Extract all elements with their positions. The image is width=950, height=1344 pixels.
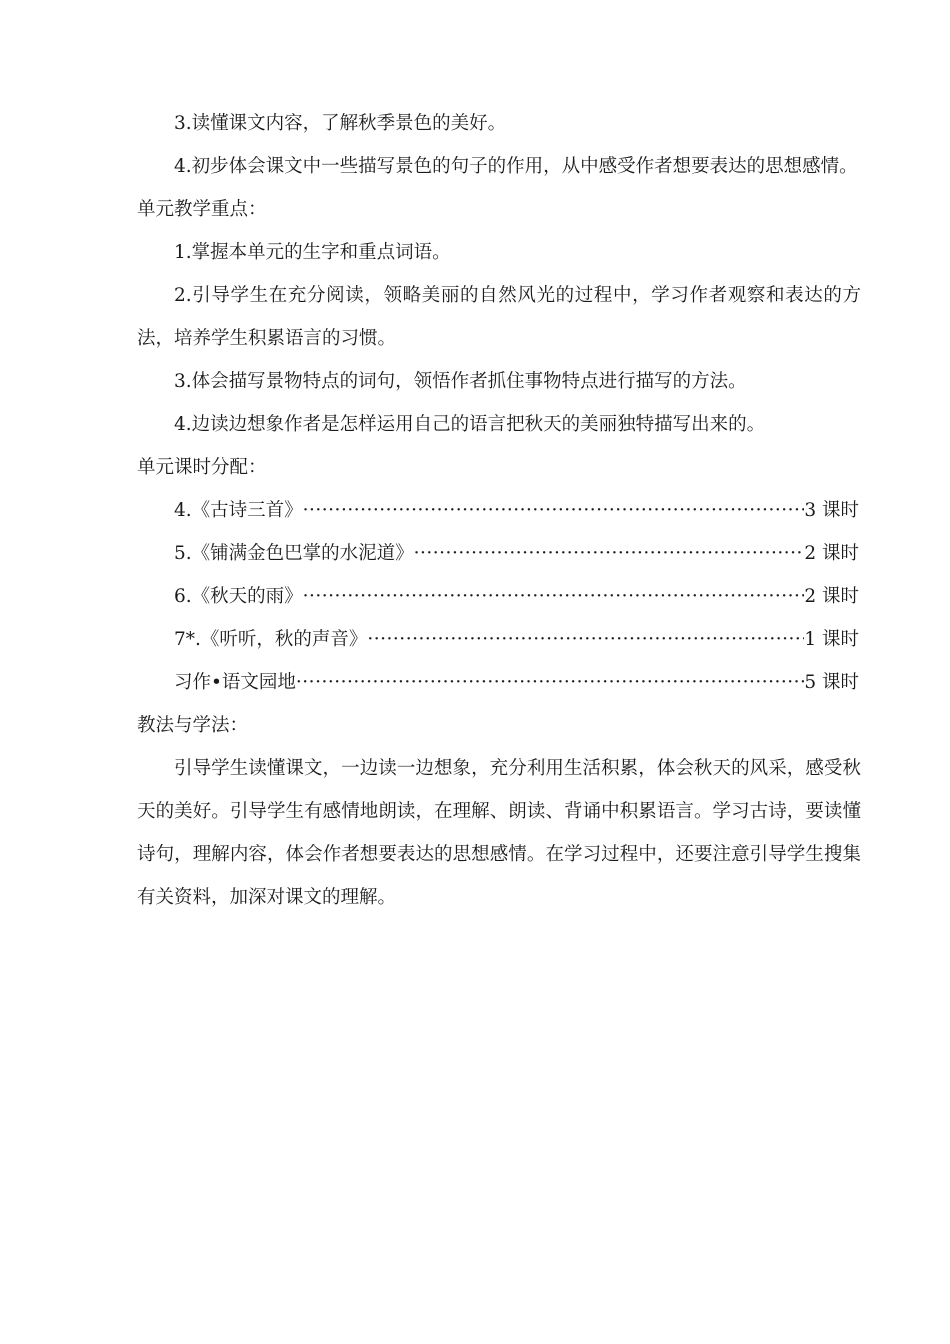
schedule-row	[137, 575, 859, 618]
focus-item-1: 1.掌握本单元的生字和重点词语。	[174, 242, 451, 263]
schedule-lesson-title: 4.《古诗三首》	[174, 500, 303, 521]
document-body	[137, 102, 861, 919]
focus-item-4: 4.边读边想象作者是怎样运用自己的语言把秋天的美丽独特描写出来的。	[174, 414, 766, 435]
schedule-row	[137, 661, 859, 704]
focus-heading: 单元教学重点：	[137, 199, 267, 220]
schedule-row	[137, 618, 859, 661]
goal-item-3: 3.读懂课文内容，了解秋季景色的美好。	[174, 113, 507, 134]
goal-item-4: 4.初步体会课文中一些描写景色的句子的作用，从中感受作者想要表达的思想感情。	[174, 156, 858, 177]
schedule-lesson-title: 6.《秋天的雨》	[174, 586, 303, 607]
dot-leader	[414, 532, 805, 575]
schedule-lesson-title: 5.《铺满金色巴掌的水泥道》	[174, 543, 414, 564]
dot-leader	[303, 489, 805, 532]
schedule-lesson-hours: 2 课时	[804, 543, 859, 564]
schedule-row	[137, 489, 859, 532]
methods-paragraph: 引导学生读懂课文，一边读一边想象，充分利用生活积累，体会秋天的风采，感受秋天的美好。引导学生有感情地朗读，在理解、朗读、背诵中积累语言。学习古诗，要读懂诗句，理解内容，体会作者想要表达的思想感情。在学习过程中，还要注意引导学生搜集有关资料，加深对课文的理解。	[137, 758, 861, 908]
schedule-row	[137, 532, 859, 575]
focus-item-2: 2.引导学生在充分阅读，领略美丽的自然风光的过程中，学习作者观察和表达的方法，培养学生积累语言的习惯。	[137, 285, 861, 349]
focus-item-3: 3.体会描写景物特点的词句，领悟作者抓住事物特点进行描写的方法。	[174, 371, 747, 392]
schedule-lesson-hours: 1 课时	[804, 629, 859, 650]
schedule-lesson-title: 7*.《听听，秋的声音》	[174, 629, 368, 650]
dot-leader	[296, 661, 804, 704]
schedule-lesson-hours: 5 课时	[804, 672, 859, 693]
schedule-lesson-hours: 3 课时	[804, 500, 859, 521]
schedule-lesson-title: 习作•语文园地	[174, 672, 296, 693]
schedule-heading: 单元课时分配：	[137, 457, 267, 478]
dot-leader	[303, 575, 805, 618]
methods-heading: 教法与学法：	[137, 715, 249, 736]
schedule-lesson-hours: 2 课时	[804, 586, 859, 607]
dot-leader	[367, 618, 804, 661]
